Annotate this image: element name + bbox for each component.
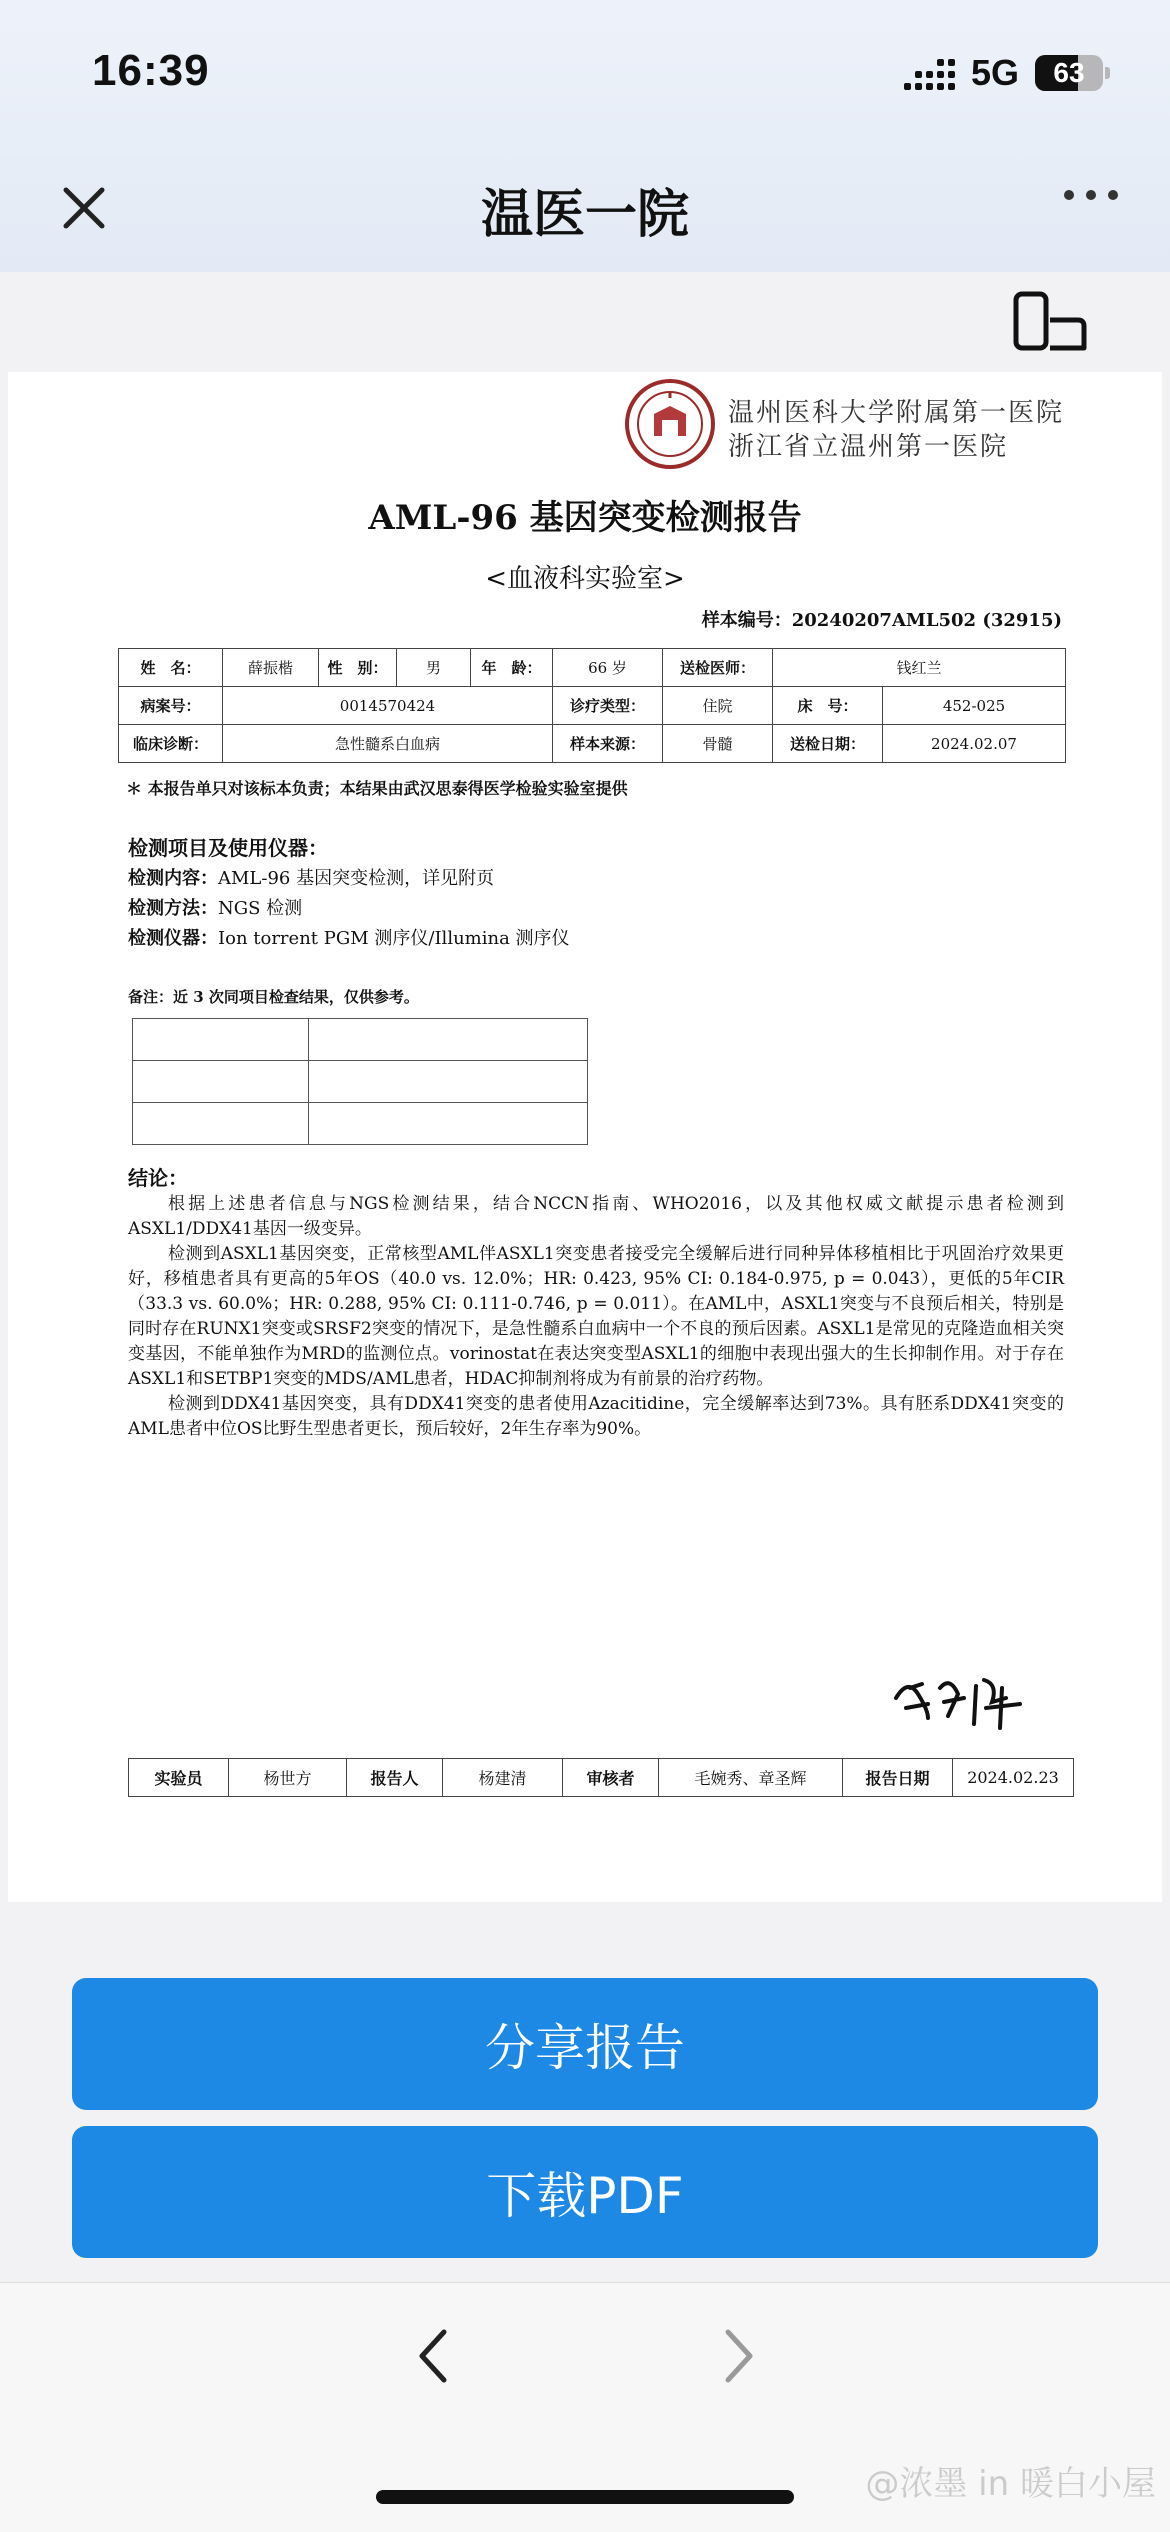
hospital-name xyxy=(728,396,1064,464)
doctor-value: 钱红兰 xyxy=(773,649,1066,687)
doctor-key: 送检医师： xyxy=(663,649,773,687)
handwritten-signature xyxy=(888,1658,1038,1738)
source-key: 样本来源： xyxy=(553,725,663,763)
history-table xyxy=(132,1018,588,1145)
hospital-name-2: 浙江省立温州第一医院 xyxy=(728,432,1009,462)
send-date-value: 2024.02.07 xyxy=(883,725,1066,763)
watermark: @浓墨 in 暖白小屋 xyxy=(865,2464,1156,2504)
method-key: 检测方法： xyxy=(128,898,218,919)
download-pdf-button[interactable]: 下载PDF xyxy=(72,2126,1098,2258)
diagnosis-key: 临床诊断： xyxy=(119,725,223,763)
battery-icon xyxy=(1035,55,1103,91)
age-value: 66 岁 xyxy=(553,649,663,687)
items-heading: 检测项目及使用仪器： xyxy=(128,836,328,860)
content-value: AML-96 基因突变检测，详见附页 xyxy=(218,868,495,889)
case-value: 0014570424 xyxy=(223,687,553,725)
case-key: 病案号： xyxy=(119,687,223,725)
sample-number: 样本编号：20240207AML502 (32915) xyxy=(701,610,1062,631)
page-title: 温医一院 xyxy=(480,185,689,245)
chevron-right-icon[interactable] xyxy=(706,2324,766,2388)
reporter-value: 杨建清 xyxy=(443,1759,563,1797)
conclusion-paragraph: 检测到DDX41基因突变，具有DDX41突变的患者使用Azacitidine，完全缓解率达到73%。具有胚系DDX41突变的AML患者中位OS比野生型患者更长，预后较好，2年生存率为90%。 xyxy=(128,1394,1064,1439)
sex-key: 性 别： xyxy=(319,649,397,687)
remark: 备注：近 3 次同项目检查结果，仅供参考。 xyxy=(128,988,419,1006)
report-date-value: 2024.02.23 xyxy=(953,1759,1074,1797)
conclusion-paragraph: 检测到ASXL1基因突变，正常核型AML伴ASXL1突变患者接受完全缓解后进行同种异体移植相比于巩固治疗效果更好，移植患者具有更高的5年OS（40.0 vs. 12.0%；HR: 0.423, 95% CI: 0.184-0.975, p = 0.043），更低的5年CIR（33.3 vs. 60.0%；HR: 0.288, 95% CI: 0.111-0.746, p = 0.011）。在AML中，ASXL1突变与不良预后相关，特别是同时存在RUNX1突变或SRSF2突变的情况下，是急性髓系白血病中一个不良的预后因素。ASXL1是常见的克隆造血相关突变基因，不能单独作为MRD的监测位点。vorinostat在表达突变型ASXL1的细胞中表现出强大的生长抑制作用。对于存在ASXL1和SETBP1突变的MDS/AML患者，HDAC抑制剂将成为有前景的治疗药物。 xyxy=(128,1244,1064,1389)
rotate-screen-icon[interactable] xyxy=(1012,290,1090,354)
sex-value: 男 xyxy=(397,649,471,687)
more-button[interactable] xyxy=(1064,190,1118,200)
status-time: 16:39 xyxy=(92,46,210,95)
method-value: NGS 检测 xyxy=(218,898,303,919)
battery-level: 63 xyxy=(1053,57,1085,88)
bed-key: 床 号： xyxy=(773,687,883,725)
disclaimer: ＊ 本报告单只对该标本负责；本结果由武汉思泰得医学检验实验室提供 xyxy=(126,779,628,798)
conclusion-paragraph: 根据上述患者信息与NGS检测结果，结合NCCN指南、WHO2016，以及其他权威文献提示患者检测到ASXL1/DDX41基因一级变异。 xyxy=(128,1194,1064,1239)
report-date-key: 报告日期 xyxy=(843,1759,953,1797)
signoff-table xyxy=(128,1758,1074,1797)
hospital-logo xyxy=(624,378,716,470)
home-indicator[interactable] xyxy=(376,2490,794,2504)
content-line xyxy=(128,864,494,890)
reviewer-value: 毛婉秀、章圣辉 xyxy=(659,1759,843,1797)
method-line xyxy=(128,894,302,920)
conclusion-text xyxy=(128,1192,1064,1442)
type-key: 诊疗类型： xyxy=(553,687,663,725)
patient-info-table xyxy=(118,648,1066,763)
reporter-key: 报告人 xyxy=(347,1759,443,1797)
signal-icon xyxy=(904,57,955,90)
conclusion-heading: 结论： xyxy=(128,1166,188,1190)
status-indicators xyxy=(904,52,1110,94)
instrument-key: 检测仪器： xyxy=(128,928,218,949)
lab-value: 杨世方 xyxy=(229,1759,347,1797)
report-document xyxy=(8,372,1162,1902)
network-label: 5G xyxy=(970,52,1019,93)
diagnosis-value: 急性髓系白血病 xyxy=(223,725,553,763)
bed-value: 452-025 xyxy=(883,687,1066,725)
instrument-value: Ion torrent PGM 测序仪/Illumina 测序仪 xyxy=(218,928,570,949)
reviewer-key: 审核者 xyxy=(563,1759,659,1797)
share-report-button[interactable]: 分享报告 xyxy=(72,1978,1098,2110)
more-dots-icon xyxy=(1064,190,1074,200)
top-bar xyxy=(0,0,1170,272)
hospital-name-1: 温州医科大学附属第一医院 xyxy=(728,398,1065,428)
battery-tip xyxy=(1105,67,1110,79)
age-key: 年 龄： xyxy=(471,649,553,687)
report-subtitle: <血液科实验室> xyxy=(485,564,685,594)
name-key: 姓 名： xyxy=(119,649,223,687)
content-key: 检测内容： xyxy=(128,868,218,889)
type-value: 住院 xyxy=(663,687,773,725)
name-value: 薛振楷 xyxy=(223,649,319,687)
source-value: 骨髓 xyxy=(663,725,773,763)
report-title: AML-96 基因突变检测报告 xyxy=(368,498,802,538)
instrument-line xyxy=(128,924,570,950)
lab-key: 实验员 xyxy=(129,1759,229,1797)
chevron-left-icon[interactable] xyxy=(406,2324,466,2388)
send-date-key: 送检日期： xyxy=(773,725,883,763)
